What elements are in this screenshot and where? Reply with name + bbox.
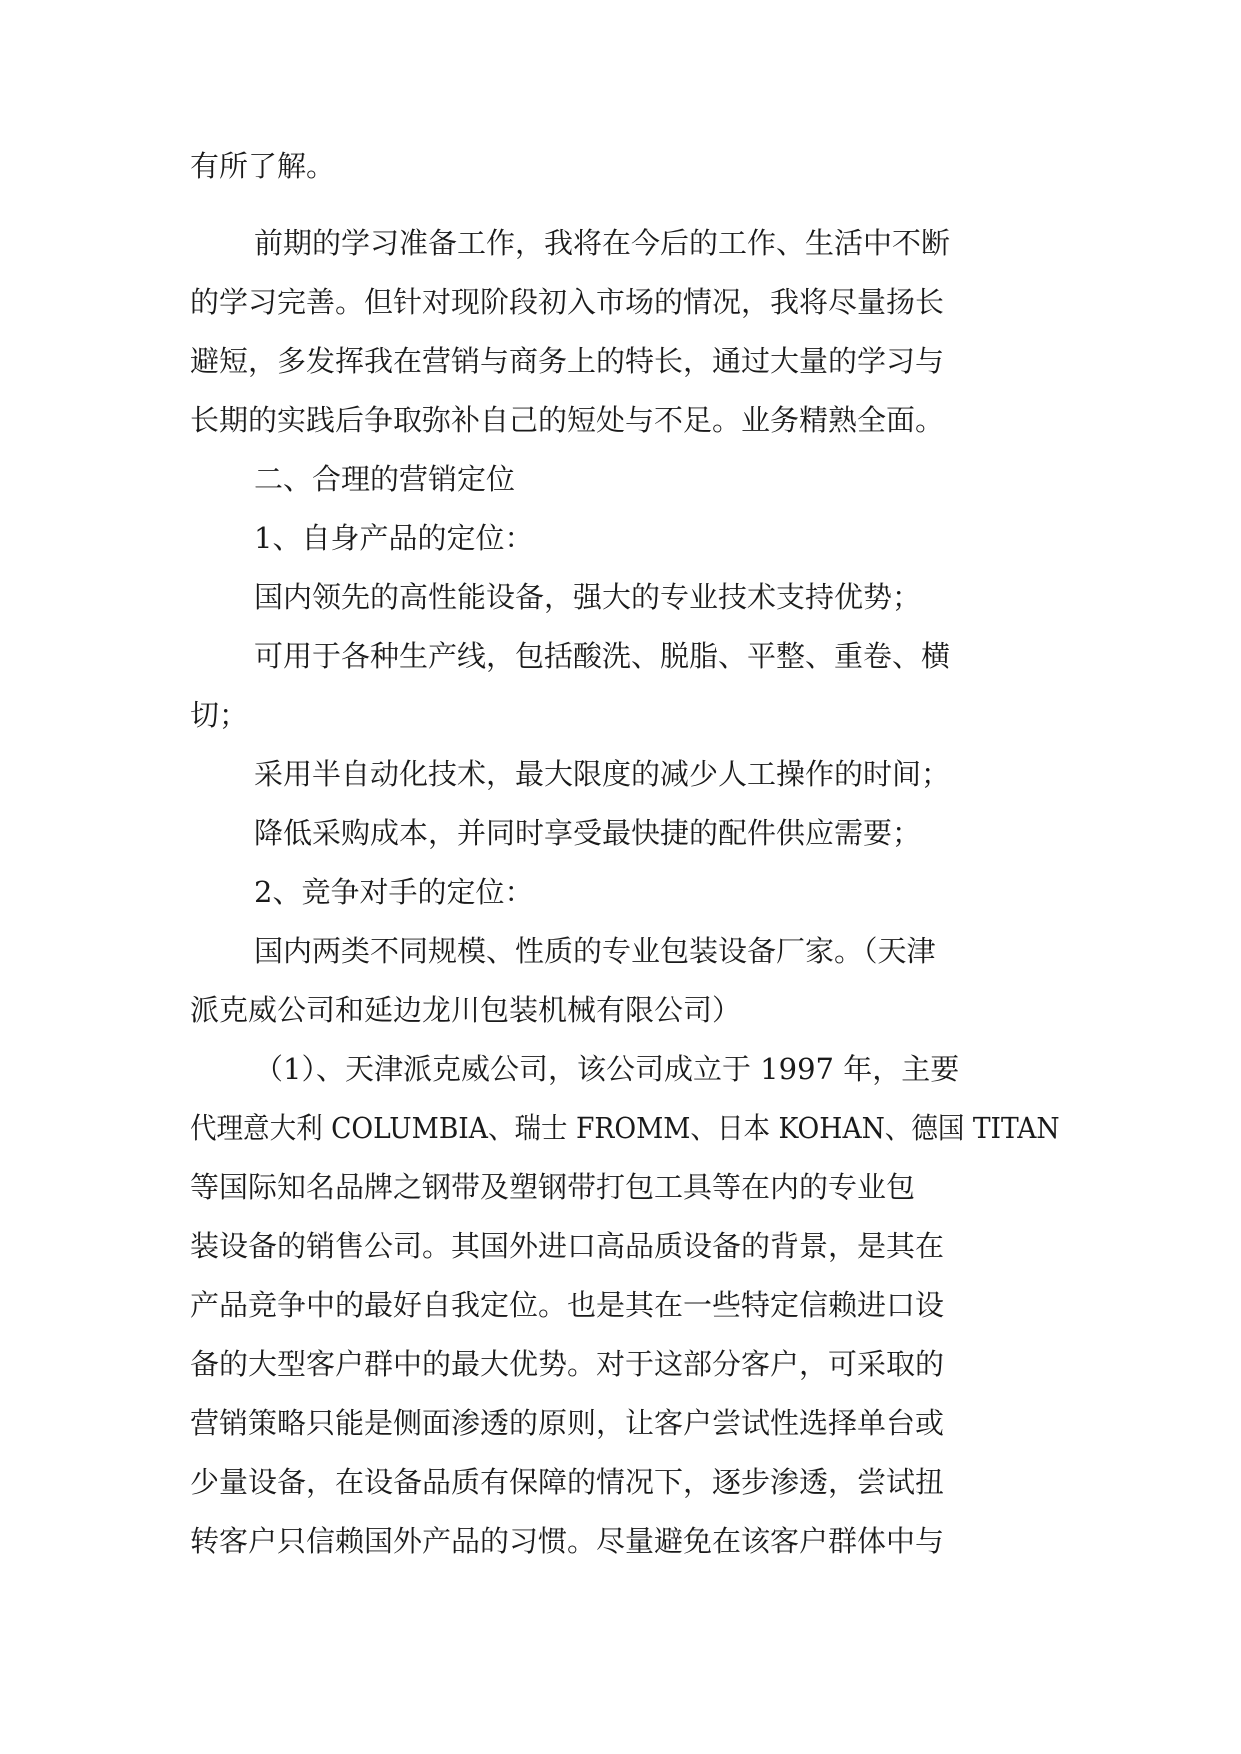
text-line: 营销策略只能是侧面渗透的原则，让客户尝试性选择单台或 xyxy=(190,1406,945,1440)
text-line: 备的大型客户群中的最大优势。对于这部分客户，可采取的 xyxy=(190,1347,945,1381)
text-line: 避短，多发挥我在营销与商务上的特长，通过大量的学习与 xyxy=(190,344,945,378)
text-line: 长期的实践后争取弥补自己的短处与不足。业务精熟全面。 xyxy=(190,403,945,437)
text-line: 代理意大利 COLUMBIA、瑞士 FROMM、日本 KOHAN、德国 TITAN xyxy=(190,1111,1060,1145)
text-line: 产品竞争中的最好自我定位。也是其在一些特定信赖进口设 xyxy=(190,1288,945,1322)
text-line: （1）、天津派克威公司，该公司成立于 1997 年，主要 xyxy=(254,1052,960,1086)
text-line: 可用于各种生产线，包括酸洗、脱脂、平整、重卷、横 xyxy=(254,639,951,673)
text-line: 转客户只信赖国外产品的习惯。尽量避免在该客户群体中与 xyxy=(190,1524,945,1558)
text-line: 国内领先的高性能设备，强大的专业技术支持优势； xyxy=(254,580,922,614)
text-line: 前期的学习准备工作，我将在今后的工作、生活中不断 xyxy=(254,226,951,260)
text-line: 等国际知名品牌之钢带及塑钢带打包工具等在内的专业包 xyxy=(190,1170,916,1204)
text-line: 采用半自动化技术，最大限度的减少人工操作的时间； xyxy=(254,757,951,791)
text-line: 有所了解。 xyxy=(190,149,336,183)
section-heading: 二、合理的营销定位 xyxy=(254,462,516,496)
subsection-heading: 2、竞争对手的定位： xyxy=(254,875,534,909)
text-line: 降低采购成本，并同时享受最快捷的配件供应需要； xyxy=(254,816,922,850)
text-line: 国内两类不同规模、性质的专业包装设备厂家。（天津 xyxy=(254,934,936,968)
text-line: 派克威公司和延边龙川包装机械有限公司） xyxy=(190,993,742,1027)
subsection-heading: 1、自身产品的定位： xyxy=(254,521,534,555)
text-line: 切； xyxy=(190,698,249,732)
text-line: 少量设备，在设备品质有保障的情况下，逐步渗透，尝试扭 xyxy=(190,1465,945,1499)
text-line: 的学习完善。但针对现阶段初入市场的情况，我将尽量扬长 xyxy=(190,285,945,319)
text-line: 装设备的销售公司。其国外进口高品质设备的背景，是其在 xyxy=(190,1229,945,1263)
